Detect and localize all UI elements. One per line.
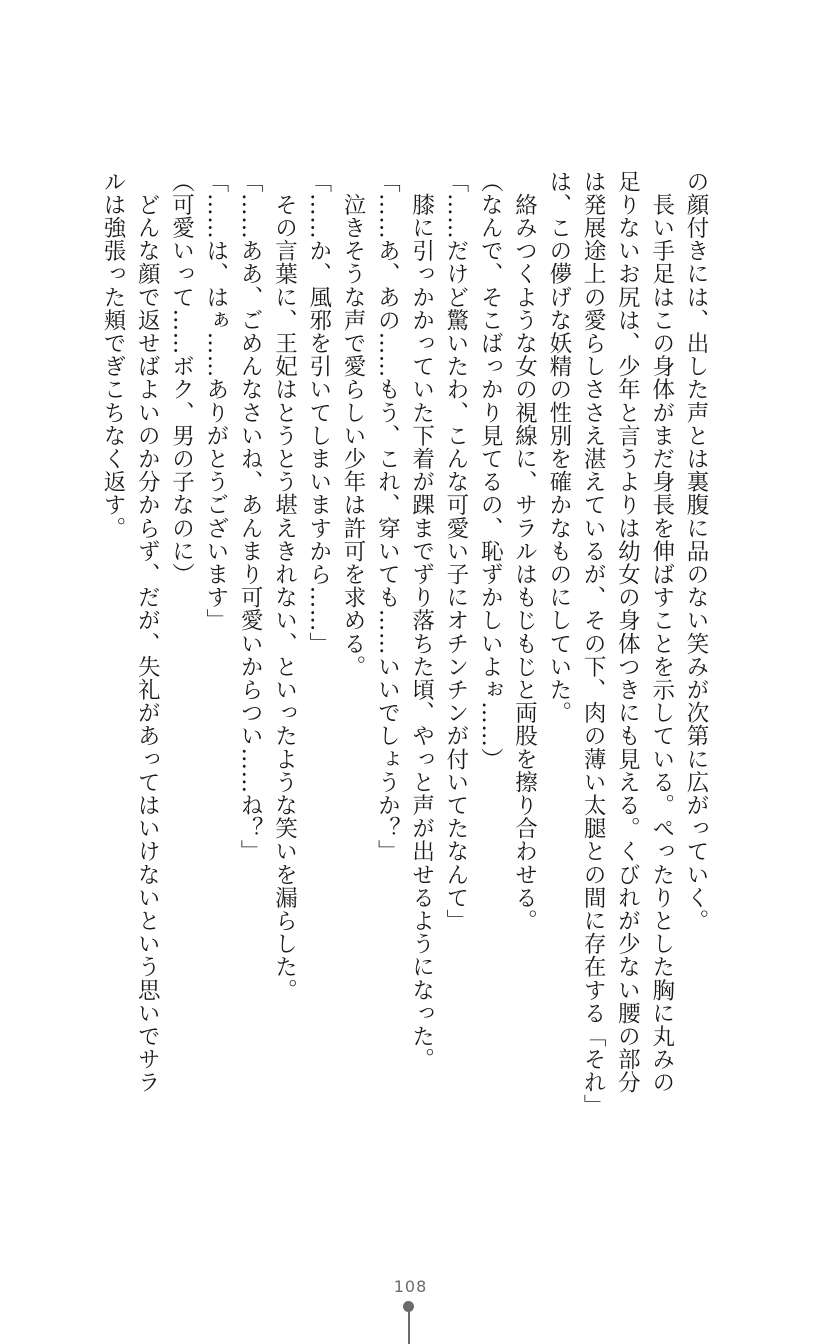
text-line: （なんで、そこばっかり見てるの、恥ずかしいよぉ……）: [477, 170, 504, 771]
text-line: 「……か、風邪を引いてしまいますから……」: [305, 170, 332, 656]
text-line: 「……だけど驚いたわ、こんな可愛い子にオチンチンが付いてたなんて」: [442, 170, 469, 933]
page-marker-line: [408, 1310, 410, 1344]
text-line: （可愛いって……ボク、男の子なのに）: [168, 170, 195, 586]
text-line: は発展途上の愛らしささえ湛えているが、その下、肉の薄い太腿との間に存在する「それ」: [580, 170, 607, 1118]
text-line: 「……ああ、ごめんなさいね、あんまり可愛いからつい……ね？」: [237, 170, 264, 863]
text-line: は、この儚げな妖精の性別を確かなものにしていた。: [545, 170, 572, 725]
text-line: 膝に引っかかっていた下着が踝までずり落ちた頃、やっと声が出せるようになった。: [408, 170, 435, 1071]
text-line: 「……は、はぁ……ありがとうございます」: [202, 170, 229, 632]
text-line: 「……あ、あの……もう、これ、穿いても……いいでしょうか？」: [374, 170, 401, 863]
text-line: ルは強張った頬でぎこちなく返す。: [99, 170, 126, 540]
text-line: 絡みつくような女の視線に、サラルはもじもじと両股を擦り合わせる。: [511, 170, 538, 933]
text-line: 泣きそうな声で愛らしい少年は許可を求める。: [340, 170, 367, 679]
text-line: 足りないお尻は、少年と言うよりは幼女の身体つきにも見える。くびれが少ない腰の部分: [614, 170, 641, 1094]
text-line: その言葉に、王妃はとうとう堪えきれない、といったような笑いを漏らした。: [271, 170, 298, 1002]
vertical-text-body: [99, 170, 713, 1118]
text-line: どんな顔で返せばよいのか分からず、だが、失礼があってはいけないという思いでサラ: [134, 170, 161, 1094]
page-number: 108: [393, 1277, 428, 1296]
text-line: の顔付きには、出した声とは裏腹に品のない笑みが次第に広がっていく。: [683, 170, 709, 933]
text-line: 長い手足はこの身体がまだ身長を伸ばすことを示している。ぺったりとした胸に丸みの: [648, 170, 675, 1094]
